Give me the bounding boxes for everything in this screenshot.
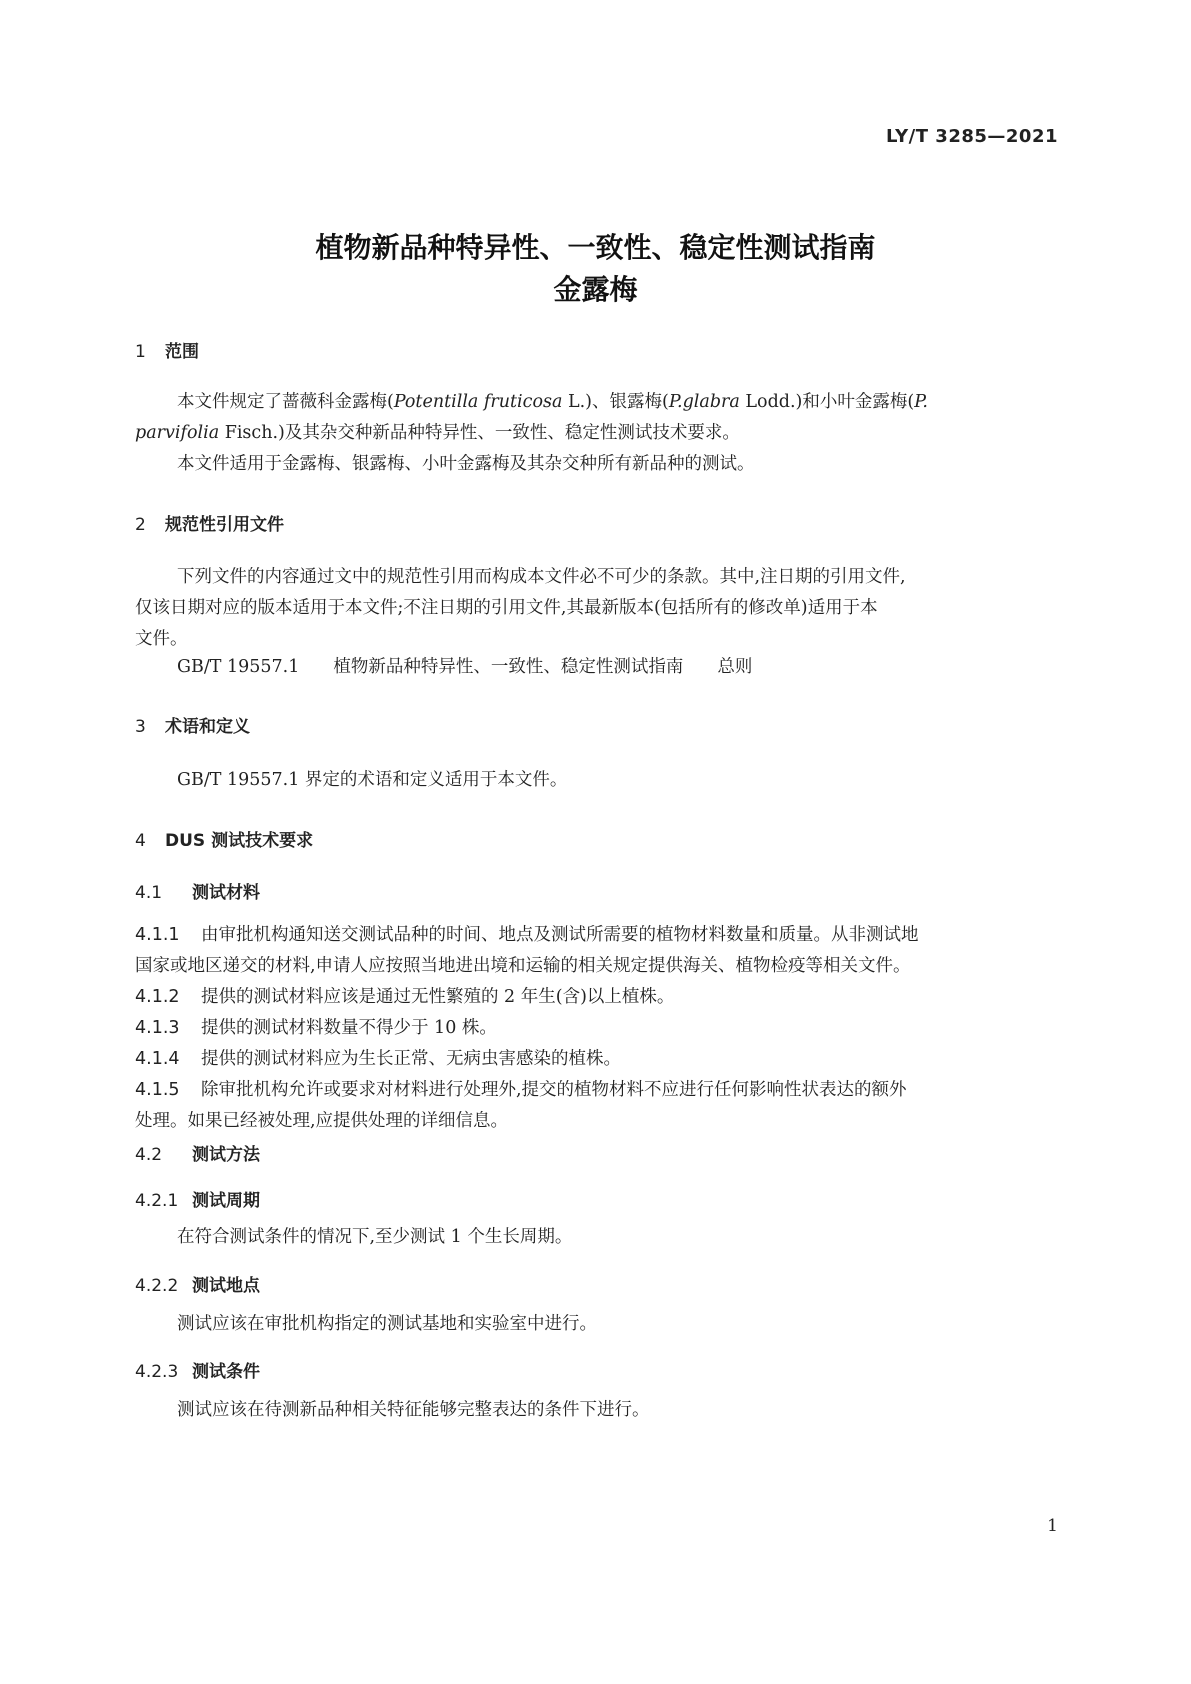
reference-part: 总则 <box>717 657 753 677</box>
section-title: 规范性引用文件 <box>165 515 284 535</box>
item-text: 提供的测试材料应为生长正常、无病虫害感染的植株。 <box>201 1049 621 1069</box>
paragraph-scope-2: 本文件适用于金露梅、银露梅、小叶金露梅及其杂交种所有新品种的测试。 <box>177 454 755 474</box>
section-title: 测试周期 <box>192 1191 260 1211</box>
text-run: Fisch.)及其杂交种新品种特异性、一致性、稳定性测试技术要求。 <box>219 423 740 443</box>
section-number: 4 <box>135 831 146 851</box>
page-number: 1 <box>1047 1516 1058 1536</box>
item-4-1-1-cont: 国家或地区递交的材料,申请人应按照当地进出境和运输的相关规定提供海关、植物检疫等相关文件。 <box>135 956 911 976</box>
section-number: 3 <box>135 717 146 737</box>
paragraph-terms: GB/T 19557.1 界定的术语和定义适用于本文件。 <box>177 770 568 790</box>
document-title: 植物新品种特异性、一致性、稳定性测试指南 <box>315 231 876 264</box>
standard-code: LY/T 3285—2021 <box>885 126 1058 147</box>
section-number: 4.2.3 <box>135 1362 179 1382</box>
section-1-heading <box>135 337 199 362</box>
paragraph-refs-line-3: 文件。 <box>135 629 188 649</box>
section-number: 4.2.2 <box>135 1276 179 1296</box>
item-4-1-4 <box>135 1044 1058 1075</box>
section-title: 测试方法 <box>192 1145 260 1165</box>
section-4-2-1-heading <box>135 1186 260 1211</box>
latin-name: P.glabra <box>668 392 740 412</box>
item-4-1-5-cont: 处理。如果已经被处理,应提供处理的详细信息。 <box>135 1111 509 1131</box>
text-run: 本文件规定了蔷薇科金露梅( <box>177 392 394 412</box>
section-title: 测试地点 <box>192 1276 260 1296</box>
latin-name: P. <box>914 392 928 412</box>
document-subtitle: 金露梅 <box>553 273 638 306</box>
reference-code: GB/T 19557.1 <box>177 657 300 677</box>
section-4-2-3-heading <box>135 1357 260 1382</box>
section-2-heading <box>135 510 284 535</box>
item-4-1-5 <box>135 1075 1058 1106</box>
section-number: 2 <box>135 515 146 535</box>
section-title: 范围 <box>165 342 199 362</box>
item-4-1-3 <box>135 1013 1058 1044</box>
section-number: 4.2.1 <box>135 1191 179 1211</box>
paragraph-test-cycle: 在符合测试条件的情况下,至少测试 1 个生长周期。 <box>177 1227 573 1247</box>
paragraph-scope-1-cont <box>135 418 1058 449</box>
reference-title: 植物新品种特异性、一致性、稳定性测试指南 <box>333 657 684 677</box>
item-text: 提供的测试材料应该是通过无性繁殖的 2 年生(含)以上植株。 <box>201 987 675 1007</box>
section-4-heading <box>135 826 313 851</box>
item-4-1-1 <box>135 920 1058 951</box>
item-text: 提供的测试材料数量不得少于 10 株。 <box>201 1018 497 1038</box>
latin-name: Potentilla fruticosa <box>393 392 563 412</box>
normative-reference <box>135 652 1058 683</box>
section-3-heading <box>135 712 250 737</box>
paragraph-scope-1 <box>135 387 1058 418</box>
paragraph-test-conditions: 测试应该在待测新品种相关特征能够完整表达的条件下进行。 <box>177 1400 650 1420</box>
item-4-1-2 <box>135 982 1058 1013</box>
section-4-1-heading <box>135 878 260 903</box>
item-number: 4.1.5 <box>135 1080 180 1100</box>
section-title: 测试条件 <box>192 1362 260 1382</box>
section-title: 测试材料 <box>192 883 260 903</box>
section-4-2-2-heading <box>135 1271 260 1296</box>
paragraph-refs-line-1: 下列文件的内容通过文中的规范性引用而构成本文件必不可少的条款。其中,注日期的引用文件, <box>177 567 906 587</box>
section-number: 4.2 <box>135 1145 163 1165</box>
text-run: Lodd.)和小叶金露梅( <box>739 392 915 412</box>
section-title: 术语和定义 <box>165 717 250 737</box>
section-number: 4.1 <box>135 883 163 903</box>
item-number: 4.1.3 <box>135 1018 180 1038</box>
item-number: 4.1.4 <box>135 1049 180 1069</box>
section-title: DUS 测试技术要求 <box>165 831 314 851</box>
paragraph-test-location: 测试应该在审批机构指定的测试基地和实验室中进行。 <box>177 1314 597 1334</box>
item-number: 4.1.1 <box>135 925 180 945</box>
section-4-2-heading <box>135 1140 260 1165</box>
item-text: 由审批机构通知送交测试品种的时间、地点及测试所需要的植物材料数量和质量。从非测试地 <box>201 925 919 945</box>
item-text: 除审批机构允许或要求对材料进行处理外,提交的植物材料不应进行任何影响性状表达的额外 <box>201 1080 907 1100</box>
text-run: L.)、银露梅( <box>562 392 669 412</box>
paragraph-refs-line-2: 仅该日期对应的版本适用于本文件;不注日期的引用文件,其最新版本(包括所有的修改单)适用于本 <box>135 598 878 618</box>
section-number: 1 <box>135 342 146 362</box>
latin-name: parvifolia <box>135 423 220 443</box>
item-number: 4.1.2 <box>135 987 180 1007</box>
